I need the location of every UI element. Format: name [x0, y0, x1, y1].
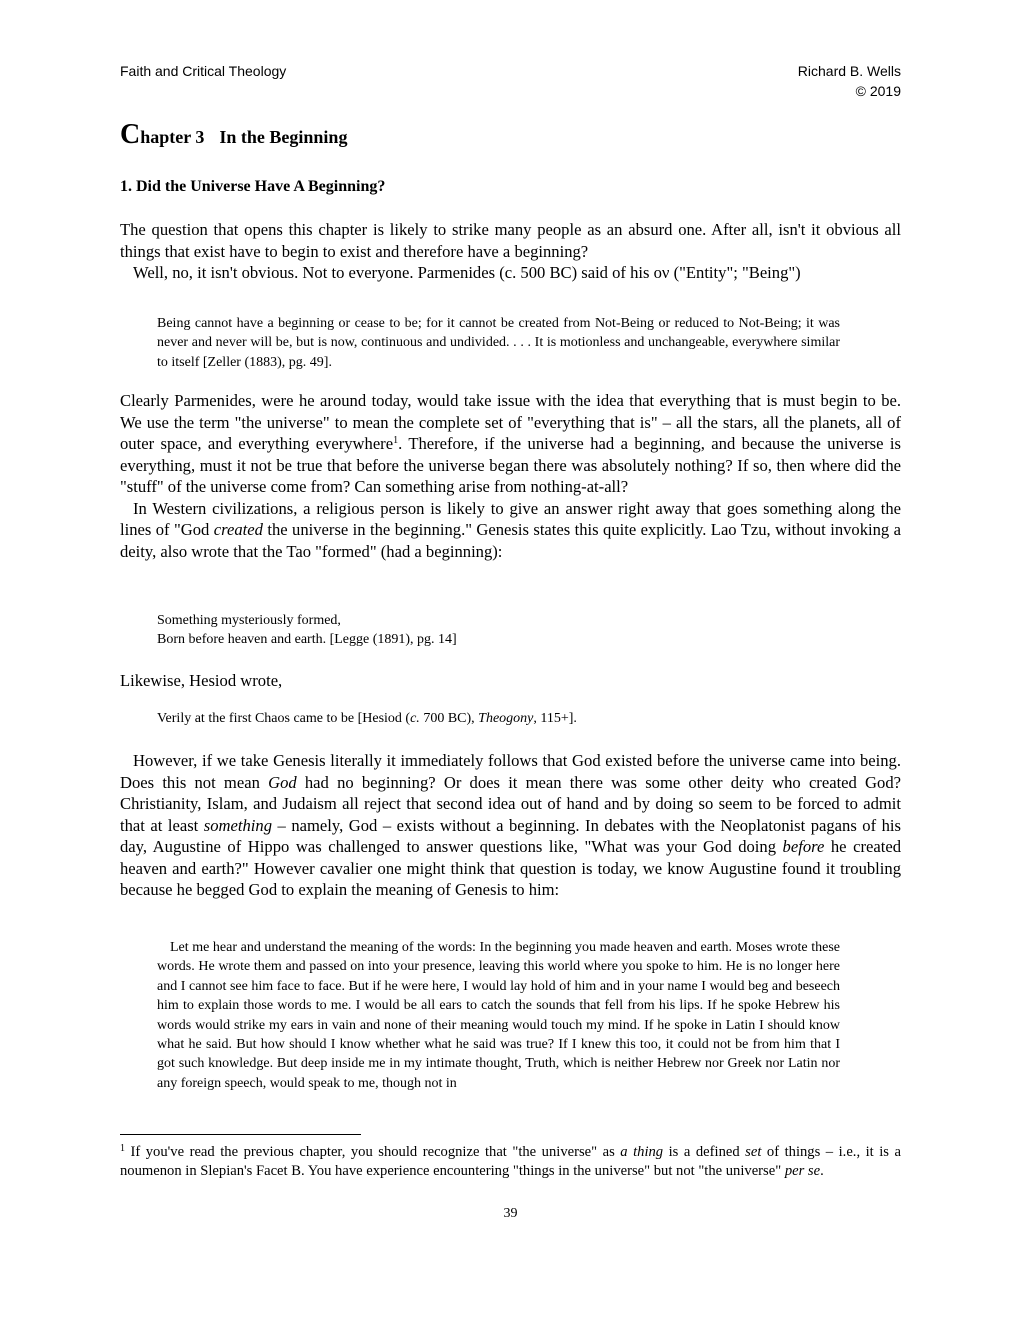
footnote-ref[interactable]: 1 [393, 435, 399, 446]
body-block-2 [120, 390, 901, 562]
block-quote-parmenides: Being cannot have a beginning or cease to be; for it cannot be created from Not-Being or reduced to Not-Being; it was never and never will be, but is now, continuous and undivided. . . . It is motionless and unchangeable, everywhere similar to itself [Zeller (1883), pg. 49]. [157, 316, 840, 370]
footnote-number: 1 [120, 1143, 125, 1154]
author-name: Richard B. Wells [797, 63, 901, 79]
paragraph: Likewise, Hesiod wrote, [120, 671, 283, 690]
author-copyright [798, 61, 901, 101]
footnote-divider [120, 1134, 361, 1135]
paragraph: The question that opens this chapter is likely to strike many people as an absurd one. After all, isn't it obvious all things that exist have to begin to exist and therefore have a beginning? [120, 220, 901, 261]
greek-word: ον [653, 263, 670, 282]
body-block-3 [120, 670, 901, 692]
body-block-4 [120, 750, 901, 901]
block-quote-hesiod: Verily at the first Chaos came to be [Hesiod (c. 700 BC), Theogony, 115+]. [157, 711, 577, 726]
paragraph: In Western civilizations, a religious person is likely to give an answer right away that goes something along the lines of "God created the universe in the beginning." Genesis states this quite explicitly. Lao Tzu, without invoking a deity, also wrote that the Tao "formed" (had a beginning): [120, 498, 901, 561]
block-quote-augustine: Let me hear and understand the meaning of the words: In the beginning you made heaven and earth. Moses wrote these words. He wrote them and passed on into your presence, leaving this world where you spoke to him. He is no longer here and I cannot see him face to face. But if he were here, I would lay hold of him and in your name I would beg and beseech him to explain those words to me. I would be all ears to catch the sounds that fell from his lips. If he spoke Hebrew his words would strike my ears in vain and none of their meaning would touch my mind. If he spoke in Latin I should know what he said. But how should I know whether what he said was true? If I knew this too, it could not be from him that I got such knowledge. But deep inside me in my intimate thought, Truth, which is neither Hebrew nor Greek nor Latin nor any foreign speech, would speak to me, though not in [157, 940, 840, 1091]
section-heading: 1. Did the Universe Have A Beginning? [120, 178, 386, 195]
copyright-year: © 2019 [855, 83, 901, 99]
paragraph: Well, no, it isn't obvious. Not to everyone. Parmenides (c. 500 BC) said of his ον ("Entity"; "Being") [133, 263, 801, 282]
block-quote-laotzu: Something mysteriously formed, Born before heaven and earth. [Legge (1891), pg. 14] [157, 613, 457, 648]
footnote: $^1$ If you've read the previous chapter, you should recognize that "the universe" as a thing is a defined set of things – i.e., it is a noumenon in Slepian's Facet B. You have experience encountering "things in the universe" but not "the universe" per se. [120, 1143, 901, 1180]
chapter-name: In the Beginning [219, 127, 348, 147]
chapter-number: hapter 3 [140, 127, 205, 147]
paragraph: However, if we take Genesis literally it immediately follows that God existed before the universe came into being. Does this not mean God had no beginning? Or does it mean there was some other deity who created God? Christianity, Islam, and Judaism all reject that second idea out of hand and by doing so seem to be forced to admit that at least something – namely, God – exists without a beginning. In debates with the Neoplatonist pagans of his day, Augustine of Hippo was challenged to answer questions like, "What was your God doing before he created heaven and earth?" However cavalier one might think that question is today, we know Augustine found it troubling because he begged God to explain the meaning of Genesis to him: [120, 751, 901, 899]
book-title: Faith and Critical Theology [120, 63, 287, 79]
chapter-title [120, 118, 347, 154]
page-number: 39 [503, 1206, 518, 1221]
body-block-1 [120, 219, 901, 284]
paragraph: Clearly Parmenides, were he around today, would take issue with the idea that everything that is must begin to be. We use the term "the universe" to mean the complete set of "everything that is" – all the stars, all the planets, all of outer space, and everything everywhere$^1$. Therefore, if the universe had a beginning, and because the universe is everything, must it not be true that before the universe began there was absolutely nothing? If so, then where did the "stuff" of the universe come from? Can something arise from nothing-at-all? [120, 391, 901, 496]
chapter-initial: C [120, 119, 141, 150]
